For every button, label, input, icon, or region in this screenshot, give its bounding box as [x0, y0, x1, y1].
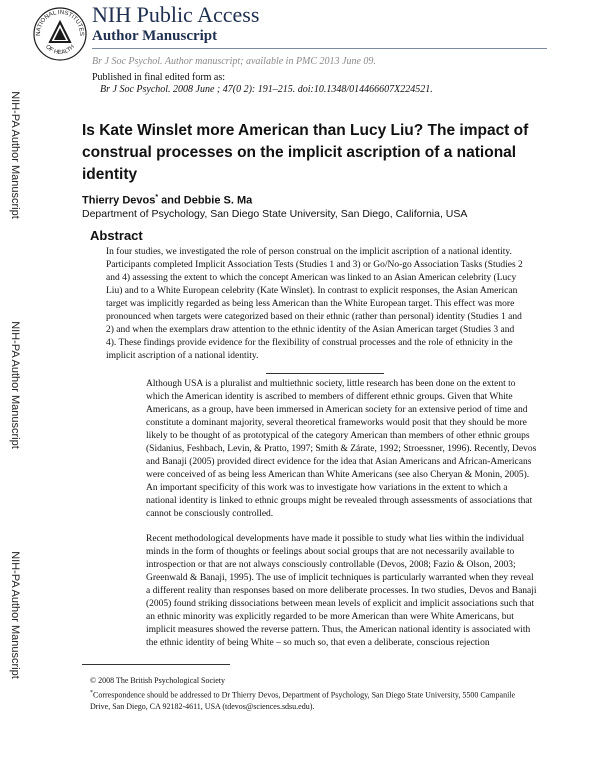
svg-text:NATIONAL INSTITUTES: NATIONAL INSTITUTES: [35, 9, 85, 36]
published-in-label: Published in final edited form as:: [92, 72, 226, 83]
abstract-text: In four studies, we investigated the role of person construal on the implicit ascription of a national identity. Participants completed Implicit Association Tests (Studies 1 and 3) or Go/No-go Association Tasks (Studies 2 and 4) assessing the extent to which the concept American was linked to an Asian American celebrity (Lucy Liu) and to a White European celebrity (Kate Winslet). In contrast to explicit responses, the Asian American target was implicitly regarded as being less American than the White European target. This effect was more pronounced when targets were categorized based on their ethnic (rather than personal) identity (Studies 1 and 2) and when the exemplars draw attention to the ethnic identity of the Asian American target (Studies 3 and 4). These findings provide evidence for the flexibility of construal processes and the role of ethnicity in the implicit ascription of a national identity.: [106, 247, 523, 361]
nih-logo-icon: [32, 6, 88, 62]
correspondence-note: [90, 688, 530, 712]
abstract-heading: Abstract: [90, 228, 143, 243]
header-divider: [92, 48, 547, 49]
nih-public-access-title: NIH Public Access: [92, 2, 260, 27]
side-label-bottom: NIH-PA Author Manuscript: [9, 551, 22, 679]
section-divider: [266, 373, 384, 374]
side-label-top: NIH-PA Author Manuscript: [9, 91, 22, 219]
author-ma: and Debbie S. Ma: [158, 194, 253, 207]
correspondence-text: Correspondence should be addressed to Dr Thierry Devos, Department of Psychology, San Diego State University, 5500 Campanile Drive, San Diego, CA 92182-4611, USA (tdevos@sciences.sdsu.edu).: [90, 690, 516, 711]
author-manuscript-label: Author Manuscript: [92, 28, 218, 44]
correspondence-mark: *: [90, 690, 93, 696]
copyright-notice: © 2008 The British Psychological Society: [90, 676, 226, 685]
author-devos: Thierry Devos: [82, 194, 156, 207]
side-label-middle: NIH-PA Author Manuscript: [9, 321, 22, 449]
author-list: [82, 194, 252, 207]
author-devos-mark: *: [155, 194, 159, 201]
publication-reference: Br J Soc Psychol. 2008 June ; 47(0 2): 191–215. doi:10.1348/014466607X224521.: [100, 84, 433, 95]
svg-text:OF HEALTH: OF HEALTH: [44, 44, 76, 57]
body-paragraph-2: Recent methodological developments have made it possible to study what lies within the individual minds in the form of thoughts or feelings about social groups that are not necessarily available to introspection or that are not always consciously controllable (Devos, 2008; Fazio & Olson, 2003; Greenwald & Banaji, 1995). The use of implicit techniques is particularly warranted when they reveal a different reality than responses based on more deliberate processes. In two studies, Devos and Banaji (2005) found striking dissociations between mean levels of explicit and implicit associations such that an ethnic minority was explicitly regarded to be more American than were White Americans, but implicit measures showed the reverse pattern. Thus, the American national identity is associated with the ethnic identity of being White – so much so, that even a deliberate, conscious rejection: [146, 534, 537, 648]
body-paragraph-1: Although USA is a pluralist and multiethnic society, little research has been done on the extent to which the American identity is ascribed to members of different ethnic groups. Given that White Americans, as a group, have been immersed in American society for an extensive period of time and constitute a dominant majority, several theoretical frameworks would posit that they should be more likely to be thought of as prototypical of the category American than members of other ethnic groups (Sidanius, Feshbach, Levin, & Pratto, 1997; Smith & Zárate, 1992; Stroessner, 1996). Recently, Devos and Banaji (2005) provided direct evidence for the idea that Asian Americans and African-Americans were conceived of as being less American than White Americans (see also Cheryan & Monin, 2005). An important specificity of this work was to investigate how variations in the extent to which a national identity is linked to ethnic groups might be revealed through assessments of associations that cannot be consciously controlled.: [146, 379, 537, 519]
footnote-divider: [82, 664, 230, 665]
journal-citation-line: Br J Soc Psychol. Author manuscript; available in PMC 2013 June 09.: [92, 56, 376, 67]
affiliation: Department of Psychology, San Diego State University, San Diego, California, USA: [82, 208, 468, 220]
article-title: Is Kate Winslet more American than Lucy Liu? The impact of construal processes on the implicit ascription of a national identity: [82, 122, 529, 183]
